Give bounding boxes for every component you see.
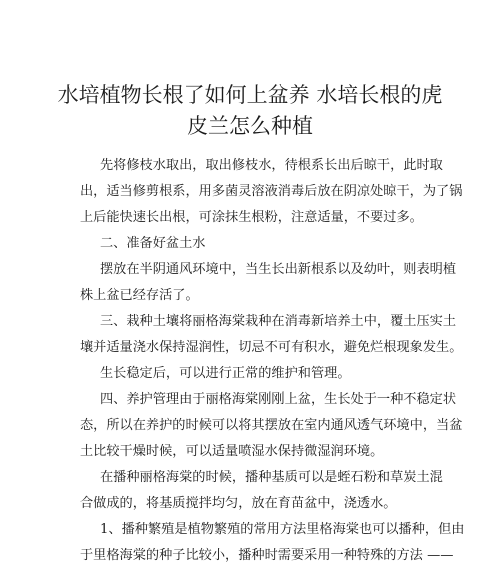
paragraph-5-line-1: 四、养护管理由于丽格海棠刚刚上盆，生长处于一种不稳定状 [100,392,457,407]
document-title-line-2: 皮兰怎么种植 [187,114,313,138]
paragraph-3-line-2: 壤并适量浇水保持湿润性，切忌不可有积水，避免烂根现象发生。 [80,340,463,355]
paragraph-1-line-2: 出，适当修剪根系，用多菌灵溶液消毒后放在阴凉处晾干，为了锅 [80,184,463,199]
paragraph-6-line-1: 在播种丽格海棠的时候，播种基质可以是蛭石粉和草炭土混 [100,470,443,485]
paragraph-2-line-2: 株上盆已经存活了。 [80,288,199,303]
paragraph-6-line-2: 合做成的，将基质搅拌均匀，放在育苗盆中，浇透水。 [80,496,397,511]
paragraph-5-line-2: 态，所以在养护的时候可以将其摆放在室内通风透气环境中，当盆 [80,418,463,433]
paragraph-3-line-1: 三、栽种土壤将丽格海棠栽种在消毒新培养土中，覆土压实土 [100,314,457,329]
paragraph-7-line-1: 1、播种繁殖是植物繁殖的常用方法里格海棠也可以播种，但由 [100,522,465,537]
document-title-line-1: 水培植物长根了如何上盆养 水培长根的虎 [57,83,443,107]
paragraph-2-line-1: 摆放在半阴通风环境中，当生长出新根系以及幼叶，则表明植 [100,262,457,277]
paragraph-1-line-3: 上后能快速长出根，可涂抹生根粉，注意适量，不要过多。 [80,210,423,225]
paragraph-5-line-3: 土比较干燥时候，可以适量喷湿水保持微湿润环境。 [80,444,384,459]
paragraph-7-line-2: 于里格海棠的种子比较小，播种时需要采用一种特殊的方法 —— [80,548,454,563]
paragraph-4-line-1: 生长稳定后，可以进行正常的维护和管理。 [100,366,351,381]
section-heading-2: 二、准备好盆土水 [100,236,206,251]
paragraph-1-line-1: 先将修枝水取出，取出修枝水，待根系长出后晾干，此时取 [100,158,443,173]
